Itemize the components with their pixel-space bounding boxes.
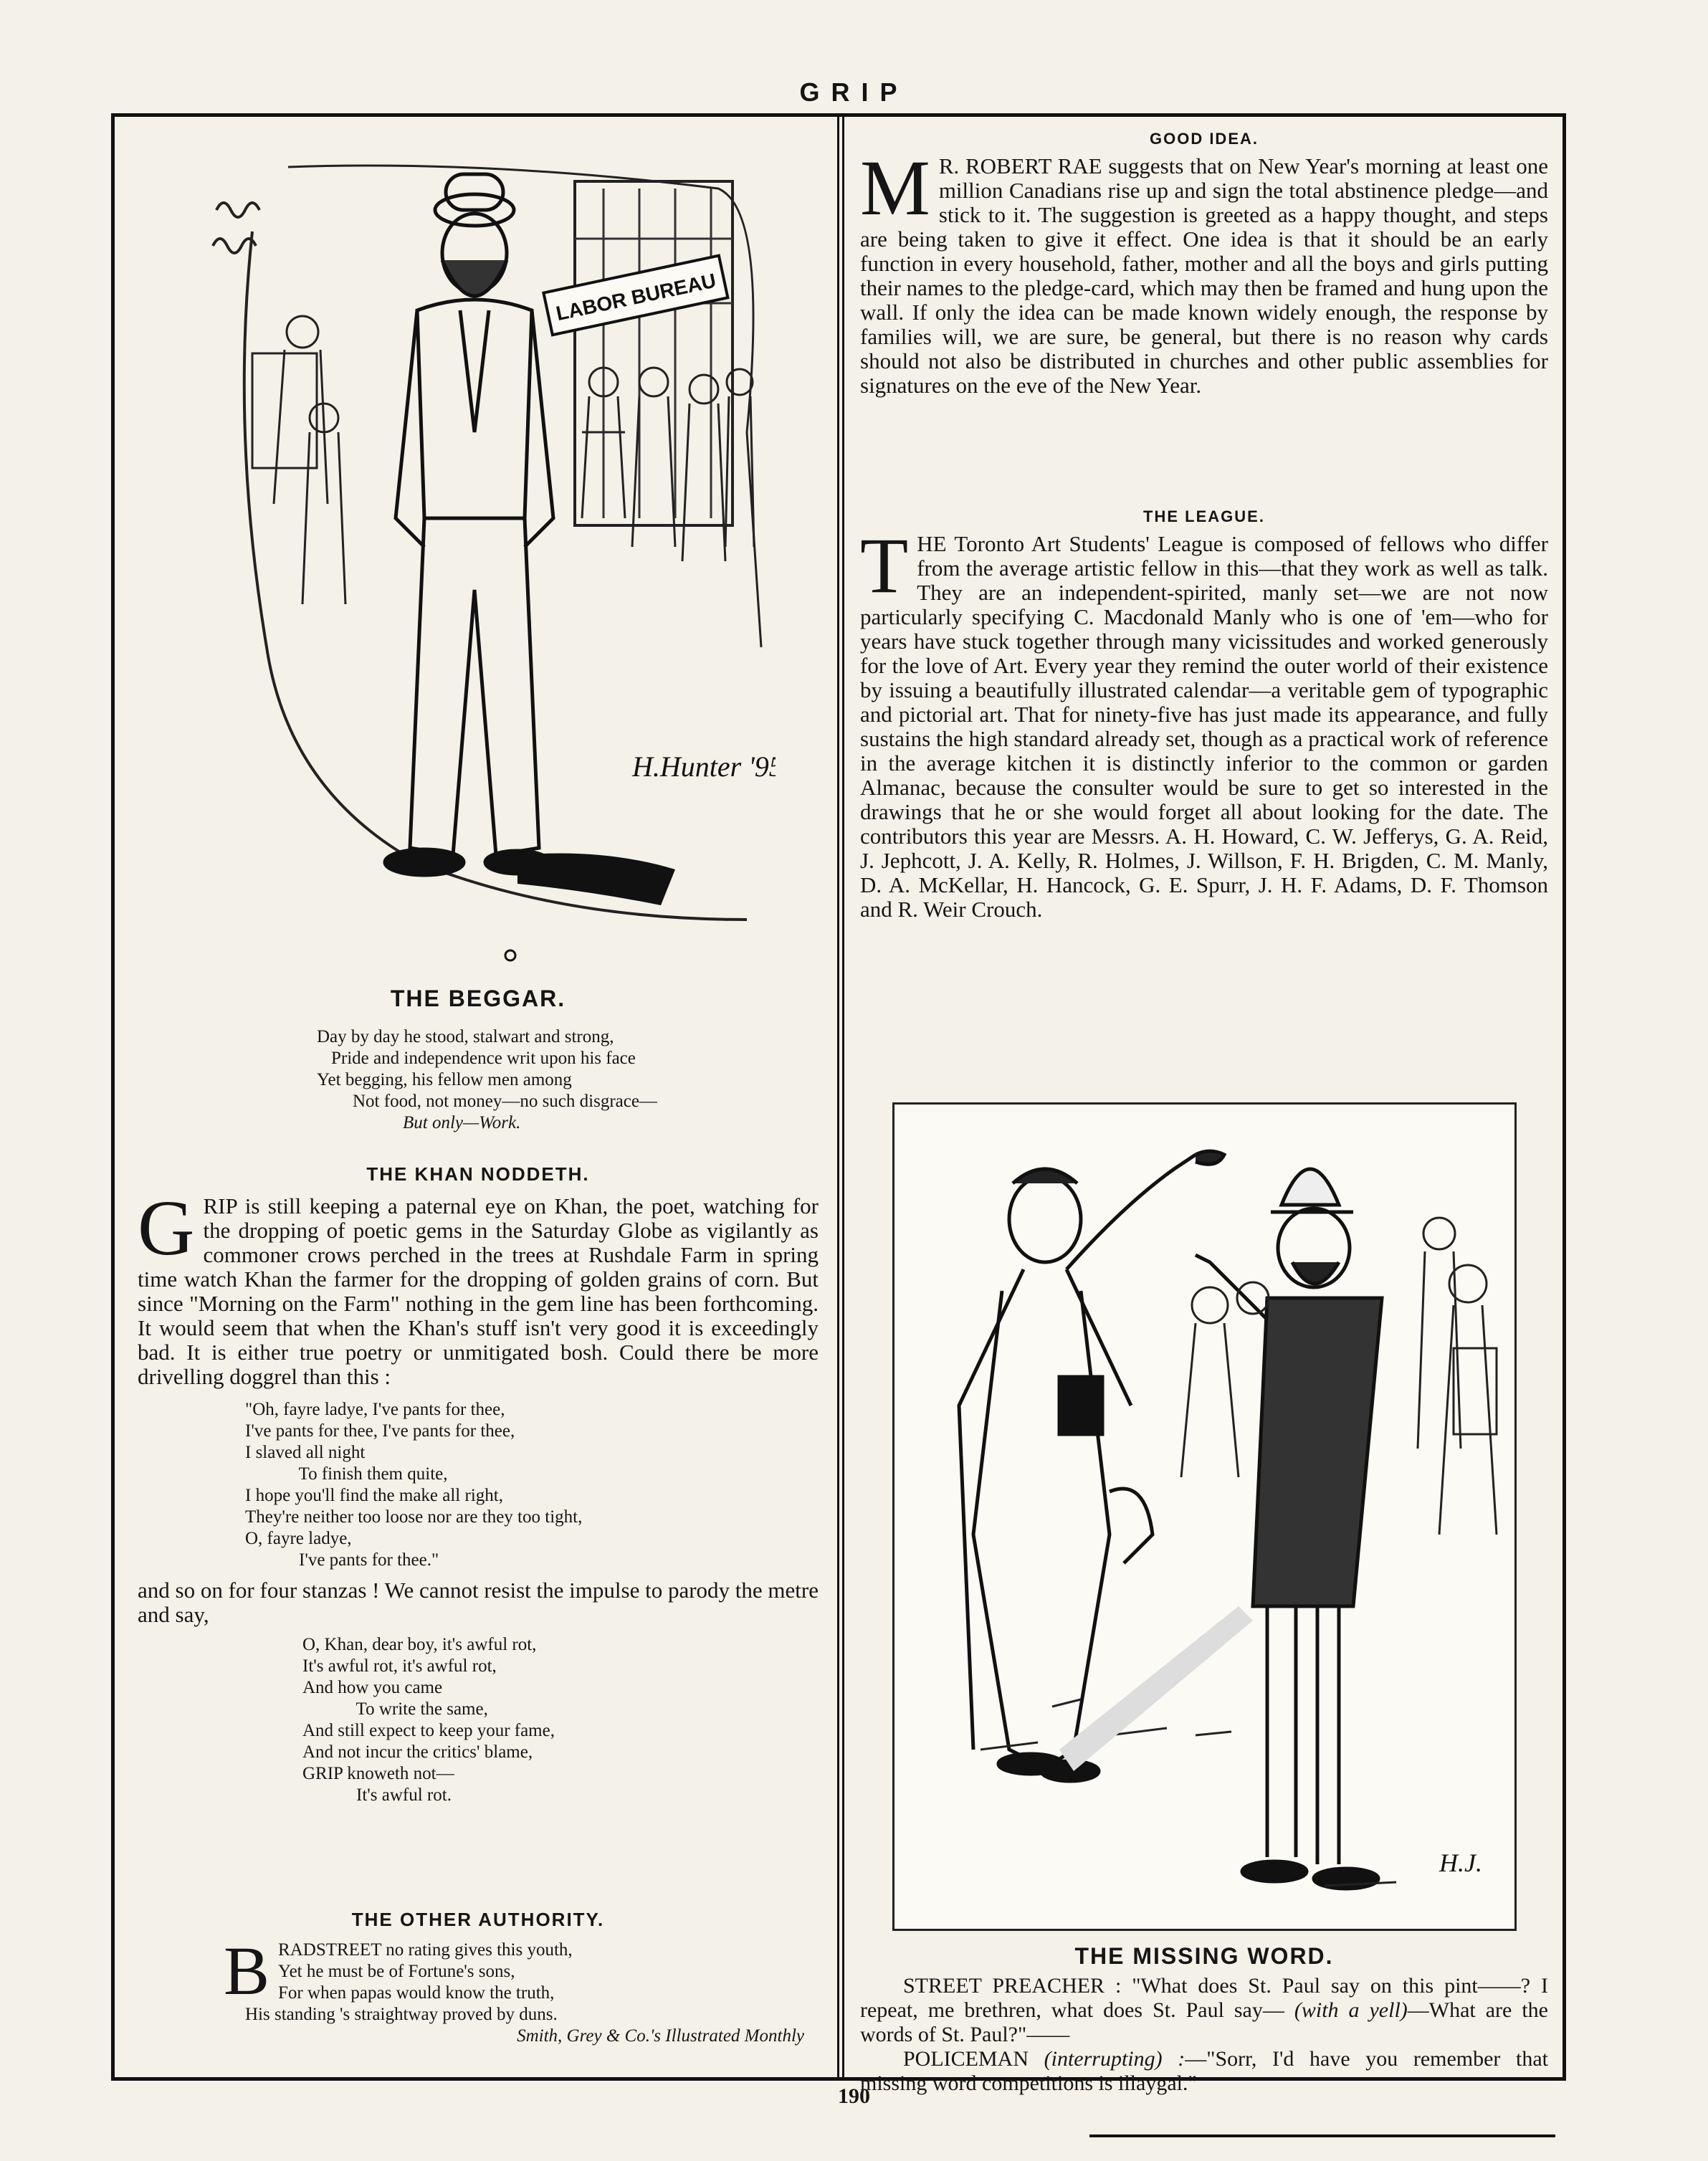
- khan-title: THE KHAN NODDETH.: [366, 1163, 590, 1185]
- league-paragraph: [860, 522, 1548, 922]
- khan-section: [138, 1163, 819, 1806]
- speaker-preacher: STREET PREACHER :: [903, 1974, 1122, 1998]
- verse-line: GRIP knoweth not—: [302, 1764, 454, 1783]
- good-idea-section: [860, 130, 1548, 398]
- verse-line: And not incur the critics' blame,: [302, 1742, 533, 1762]
- page-frame: [111, 113, 1566, 2095]
- khan-para1-text: RIP is still keeping a paternal eye on Khan, the poet, watching for the dropping of poetic gems in the Saturday Globe as vigilantly as commoner crows perched in the trees at Rushdale Farm in spring time watch Khan the farmer for the dropping of golden grains of corn. But since "Morning on the Farm" nothing in the gem line has been forthcoming. It would seem that when the Khan's stuff isn't very good it is exceedingly bad. It is either true poetry or unmitigated bosh. Could there be more drivelling doggrel than this :: [138, 1193, 819, 1389]
- preacher-caption: [860, 1974, 1548, 2047]
- good-idea-dropcap: M: [860, 144, 930, 232]
- verse-line: "Oh, fayre ladye, I've pants for thee,: [245, 1400, 505, 1419]
- verse-line: To write the same,: [302, 1699, 488, 1719]
- missing-word-cartoon: [892, 1102, 1517, 1931]
- preacher-aside: (with a yell): [1294, 1998, 1408, 2022]
- league-dropcap: T: [860, 522, 909, 609]
- column-divider: [837, 117, 844, 2077]
- verse-line: It's awful rot, it's awful rot,: [302, 1656, 497, 1676]
- verse-line: It's awful rot.: [302, 1785, 452, 1805]
- khan-parody-verse: [302, 1634, 819, 1806]
- league-title: THE LEAGUE.: [1143, 507, 1265, 525]
- policeman-line: —"Sorr, I'd have you remember that missing word competitions is illaygal.": [860, 2047, 1549, 2095]
- labor-bureau-sign: LABOR BUREAU: [554, 269, 718, 325]
- beggar-signature: H.Hunter '95: [632, 750, 776, 783]
- missing-word-title: THE MISSING WORD.: [1074, 1943, 1334, 1969]
- khan-quoted-verse: [245, 1399, 819, 1571]
- missing-word-signature: H.J.: [1439, 1848, 1482, 1877]
- league-section: [860, 507, 1548, 922]
- good-idea-title: GOOD IDEA.: [1149, 130, 1259, 148]
- poem-line: But only—Work.: [403, 1113, 521, 1132]
- khan-paragraph-2: and so on for four stanzas ! We cannot resist the impulse to parody the metre and say,: [138, 1578, 819, 1627]
- verse-line: O, Khan, dear boy, it's awful rot,: [302, 1635, 537, 1654]
- poem-line: Not food, not money—no such disgrace—: [353, 1092, 657, 1111]
- poem-line: His standing 's straightway proved by duns.: [245, 2005, 558, 2024]
- good-idea-text: R. ROBERT RAE suggests that on New Year's morning at least one million Canadians rise up and sign the total abstinence pledge—and stick to it. The suggestion is greeted as a happy thought, and steps are being taken to give it effect. One idea is that it should be an early function in every household, father, mother and all the boys and girls putting their names to the pledge-card, which may then be framed and hung upon the wall. If only the idea can be made known widely enough, the response by families will, we are sure, be general, but there is no reason why cards should not also be distributed in churches and other public assemblies for signatures on the eve of the New Year.: [860, 153, 1548, 398]
- verse-line: I've pants for thee.": [245, 1550, 439, 1570]
- authority-poem: [224, 1932, 819, 2047]
- verse-line: And still expect to keep your fame,: [302, 1721, 555, 1740]
- masthead: [0, 77, 1708, 108]
- page-number: 190: [838, 2084, 870, 2108]
- verse-line: And how you came: [302, 1678, 443, 1697]
- missing-word-illustration: [894, 1105, 1514, 1929]
- preacher-line: "What does St. Paul say on this pint——? I repeat, me brethren, what does St. Paul say—: [860, 1974, 1548, 2022]
- speaker-policeman: POLICEMAN: [903, 2047, 1029, 2071]
- verse-line: To finish them quite,: [245, 1464, 448, 1484]
- verse-line: O, fayre ladye,: [245, 1529, 352, 1548]
- beggar-poem: [317, 1026, 819, 1134]
- good-idea-paragraph: [860, 144, 1548, 398]
- poem-line: For when papas would know the truth,: [278, 1983, 555, 2003]
- khan-dropcap: G: [138, 1184, 195, 1272]
- league-text: HE Toronto Art Students' League is composed of fellows who differ from the average artistic fellow in this—that they work as well as talk. They are an independent-spirited, manly set—we are not now particularly specifying C. Macdonald Manly who is one of 'em—who for years have stuck together through many vicissitudes and worked generously for the love of Art. Every year they remind the outer world of their existence by issuing a beautifully illustrated calendar—a veritable gem of typographic and pictorial art. That for ninety-five has just made its appearance, and fully sustains the high standard already set, though as a practical work of reference in the average kitchen it is distinctly inferior to the common or garden Almanac, because the consulter would be sure to get so interested in the drawings that he or she would forget all about looking for the date. The contributors this year are Messrs. A. H. Howard, C. W. Jefferys, G. A. Reid, J. Jephcott, J. A. Kelly, R. Holmes, J. Willson, F. H. Brigden, C. M. Manly, D. A. McKellar, H. Hancock, G. E. Spurr, J. H. F. Adams, D. F. Thomson and R. Weir Crouch.: [860, 531, 1548, 922]
- verse-line: I slaved all night: [245, 1443, 366, 1462]
- footer-rule: [1089, 2134, 1555, 2137]
- verse-line: They're neither too loose nor are they too tight,: [245, 1507, 583, 1527]
- poem-line: RADSTREET no rating gives this youth,: [278, 1940, 573, 1960]
- authority-credit: Smith, Grey & Co.'s Illustrated Monthly: [517, 2026, 804, 2046]
- poem-line: Yet he must be of Fortune's sons,: [278, 1962, 515, 1981]
- authority-section: [138, 1909, 819, 2047]
- beggar-illustration: [202, 146, 776, 963]
- masthead-title: GRIP: [799, 77, 909, 107]
- khan-paragraph-1: [138, 1184, 819, 1389]
- beggar-cartoon: [202, 146, 776, 963]
- beggar-title: THE BEGGAR.: [390, 986, 566, 1011]
- poem-line: Pride and independence writ upon his face: [331, 1049, 636, 1068]
- preacher-line-2: —What are the words of St. Paul?"——: [860, 1998, 1548, 2046]
- verse-line: I hope you'll find the make all right,: [245, 1486, 503, 1505]
- verse-line: I've pants for thee, I've pants for thee,: [245, 1421, 515, 1441]
- poem-line: Yet begging, his fellow men among: [317, 1070, 572, 1089]
- missing-word-caption: [860, 1943, 1548, 2096]
- policeman-aside: (interrupting) :: [1044, 2047, 1185, 2071]
- authority-title: THE OTHER AUTHORITY.: [351, 1909, 605, 1930]
- beggar-section: [138, 986, 819, 1134]
- authority-dropcap: B: [224, 1932, 270, 2009]
- poem-line: Day by day he stood, stalwart and strong,: [317, 1027, 614, 1046]
